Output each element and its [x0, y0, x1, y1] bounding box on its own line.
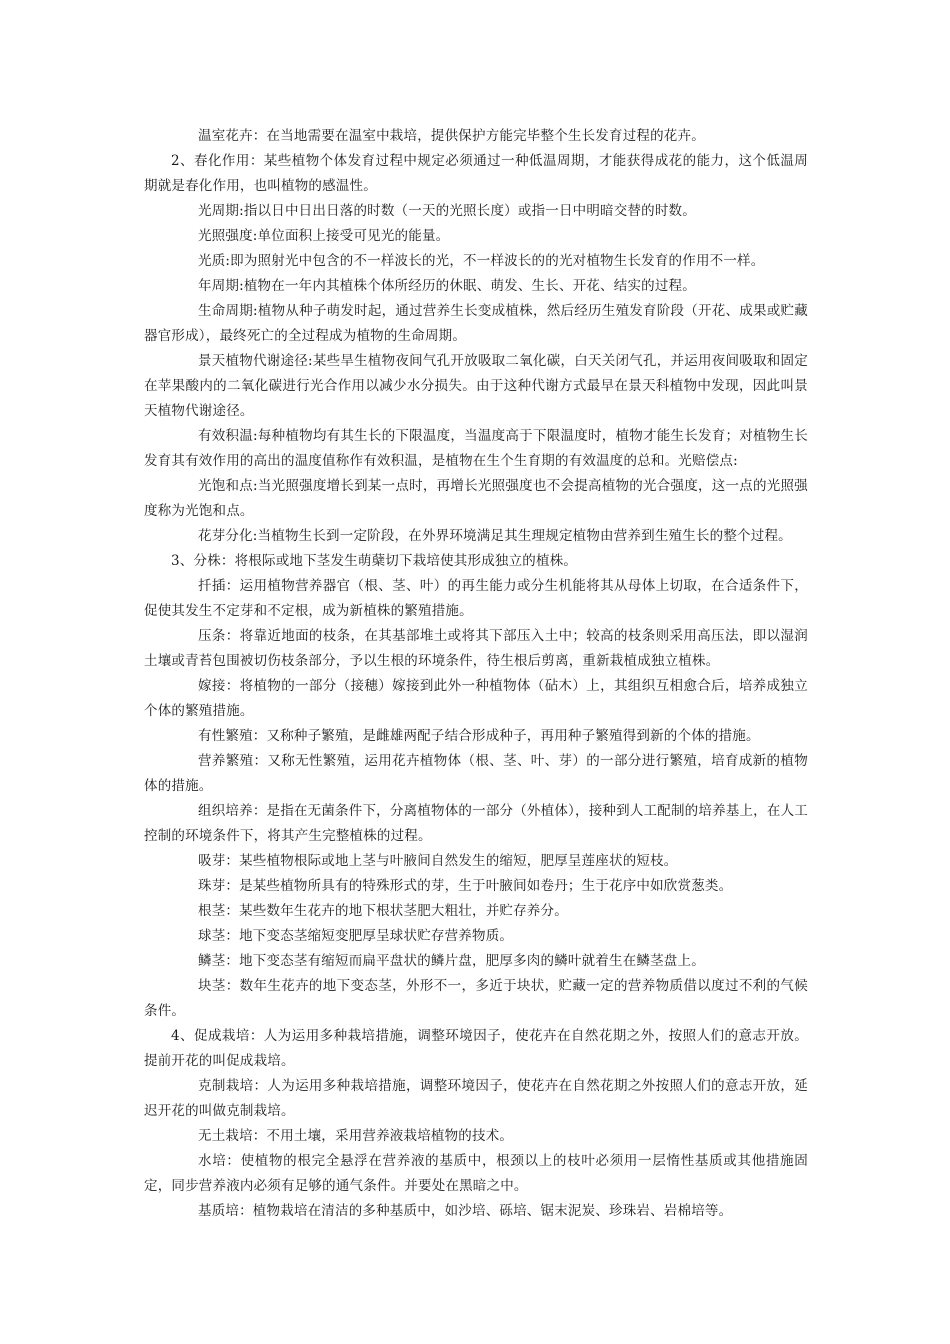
document-body — [144, 124, 808, 1224]
paragraph: 有效积温:每种植物均有其生长的下限温度，当温度高于下限温度时，植物才能生长发育；对植物生长发育其有效作用的高出的温度值称作有效积温，是植物在生个生育期的有效温度的总和。光赔偿点: — [144, 428, 808, 469]
paragraph: 生命周期:植物从种子萌发时起，通过营养生长变成植株，然后经历生殖发育阶段（开花、成果或贮藏器官形成），最终死亡的全过程成为植物的生命周期。 — [144, 303, 808, 344]
paragraph: 根茎：某些数年生花卉的地下根状茎肥大粗壮，并贮存养分。 — [198, 903, 568, 919]
paragraph: 鳞茎：地下变态茎有缩短而扁平盘状的鳞片盘，肥厚多肉的鳞叶就着生在鳞茎盘上。 — [198, 953, 705, 969]
paragraph: 有性繁殖：又称种子繁殖，是雌雄两配子结合形成种子，再用种子繁殖得到新的个体的措施。 — [198, 728, 760, 744]
paragraph: 4、促成栽培：人为运用多种栽培措施，调整环境因子，使花卉在自然花期之外，按照人们的意志开放。提前开花的叫促成栽培。 — [144, 1028, 808, 1069]
paragraph: 3、分株：将根际或地下茎发生萌蘖切下栽培使其形成独立的植株。 — [171, 553, 578, 569]
paragraph: 光饱和点:当光照强度增长到某一点时，再增长光照强度也不会提高植物的光合强度，这一点的光照强度称为光饱和点。 — [144, 478, 808, 519]
paragraph: 光质:即为照射光中包含的不一样波长的光，不一样波长的的光对植物生长发育的作用不一样。 — [198, 253, 765, 269]
paragraph: 块茎：数年生花卉的地下变态茎，外形不一，多近于块状，贮藏一定的营养物质借以度过不利的气候条件。 — [144, 978, 808, 1019]
paragraph: 光照强度:单位面积上接受可见光的能量。 — [198, 228, 450, 244]
paragraph: 花芽分化:当植物生长到一定阶段，在外界环境满足其生理规定植物由营养到生殖生长的整个过程。 — [198, 528, 792, 544]
paragraph: 珠芽：是某些植物所具有的特殊形式的芽，生于叶腋间如卷丹；生于花序中如欣赏葱类。 — [198, 878, 733, 894]
paragraph: 年周期:植物在一年内其植株个体所经历的休眠、萌发、生长、开花、结实的过程。 — [198, 278, 696, 294]
paragraph: 温室花卉：在当地需要在温室中栽培，提供保护方能完毕整个生长发育过程的花卉。 — [198, 128, 705, 144]
paragraph: 营养繁殖：又称无性繁殖，运用花卉植物体（根、茎、叶、芽）的一部分进行繁殖，培育成新的植物体的措施。 — [144, 753, 808, 794]
paragraph: 水培：使植物的根完全悬浮在营养液的基质中，根颈以上的枝叶必须用一层惰性基质或其他措施固定，同步营养液内必须有足够的通气条件。并要处在黑暗之中。 — [144, 1153, 808, 1194]
paragraph: 嫁接：将植物的一部分（接穗）嫁接到此外一种植物体（砧木）上，其组织互相愈合后，培养成独立个体的繁殖措施。 — [144, 678, 808, 719]
paragraph: 扦插：运用植物营养器官（根、茎、叶）的再生能力或分生机能将其从母体上切取，在合适条件下，促使其发生不定芽和不定根，成为新植株的繁殖措施。 — [144, 578, 808, 619]
paragraph: 景天植物代谢途径:某些旱生植物夜间气孔开放吸取二氧化碳，白天关闭气孔，并运用夜间吸取和固定在苹果酸内的二氧化碳进行光合作用以减少水分损失。由于这种代谢方式最早在景天科植物中发现，因此叫景天植物代谢途径。 — [144, 353, 808, 419]
paragraph: 球茎：地下变态茎缩短变肥厚呈球状贮存营养物质。 — [198, 928, 514, 944]
paragraph: 压条：将靠近地面的枝条，在其基部堆土或将其下部压入土中；较高的枝条则采用高压法，即以湿润土壤或青苔包围被切伤枝条部分，予以生根的环境条件，待生根后剪离，重新栽植成独立植株。 — [144, 628, 808, 669]
paragraph: 组织培养：是指在无菌条件下，分离植物体的一部分（外植体），接种到人工配制的培养基上，在人工控制的环境条件下，将其产生完整植株的过程。 — [144, 803, 808, 844]
paragraph: 无土栽培：不用土壤，采用营养液栽培植物的技术。 — [198, 1128, 514, 1144]
paragraph: 光周期:指以日中日出日落的时数（一天的光照长度）或指一日中明暗交替的时数。 — [198, 203, 696, 219]
paragraph: 克制栽培：人为运用多种栽培措施，调整环境因子，使花卉在自然花期之外按照人们的意志开放，延迟开花的叫做克制栽培。 — [144, 1078, 808, 1119]
paragraph: 基质培：植物栽培在清洁的多种基质中，如沙培、砾培、锯末泥炭、珍珠岩、岩棉培等。 — [198, 1203, 733, 1219]
paragraph: 吸芽：某些植物根际或地上茎与叶腋间自然发生的缩短，肥厚呈莲座状的短枝。 — [198, 853, 678, 869]
paragraph: 2、春化作用：某些植物个体发育过程中规定必须通过一种低温周期，才能获得成花的能力，这个低温周期就是春化作用，也叫植物的感温性。 — [144, 153, 808, 194]
